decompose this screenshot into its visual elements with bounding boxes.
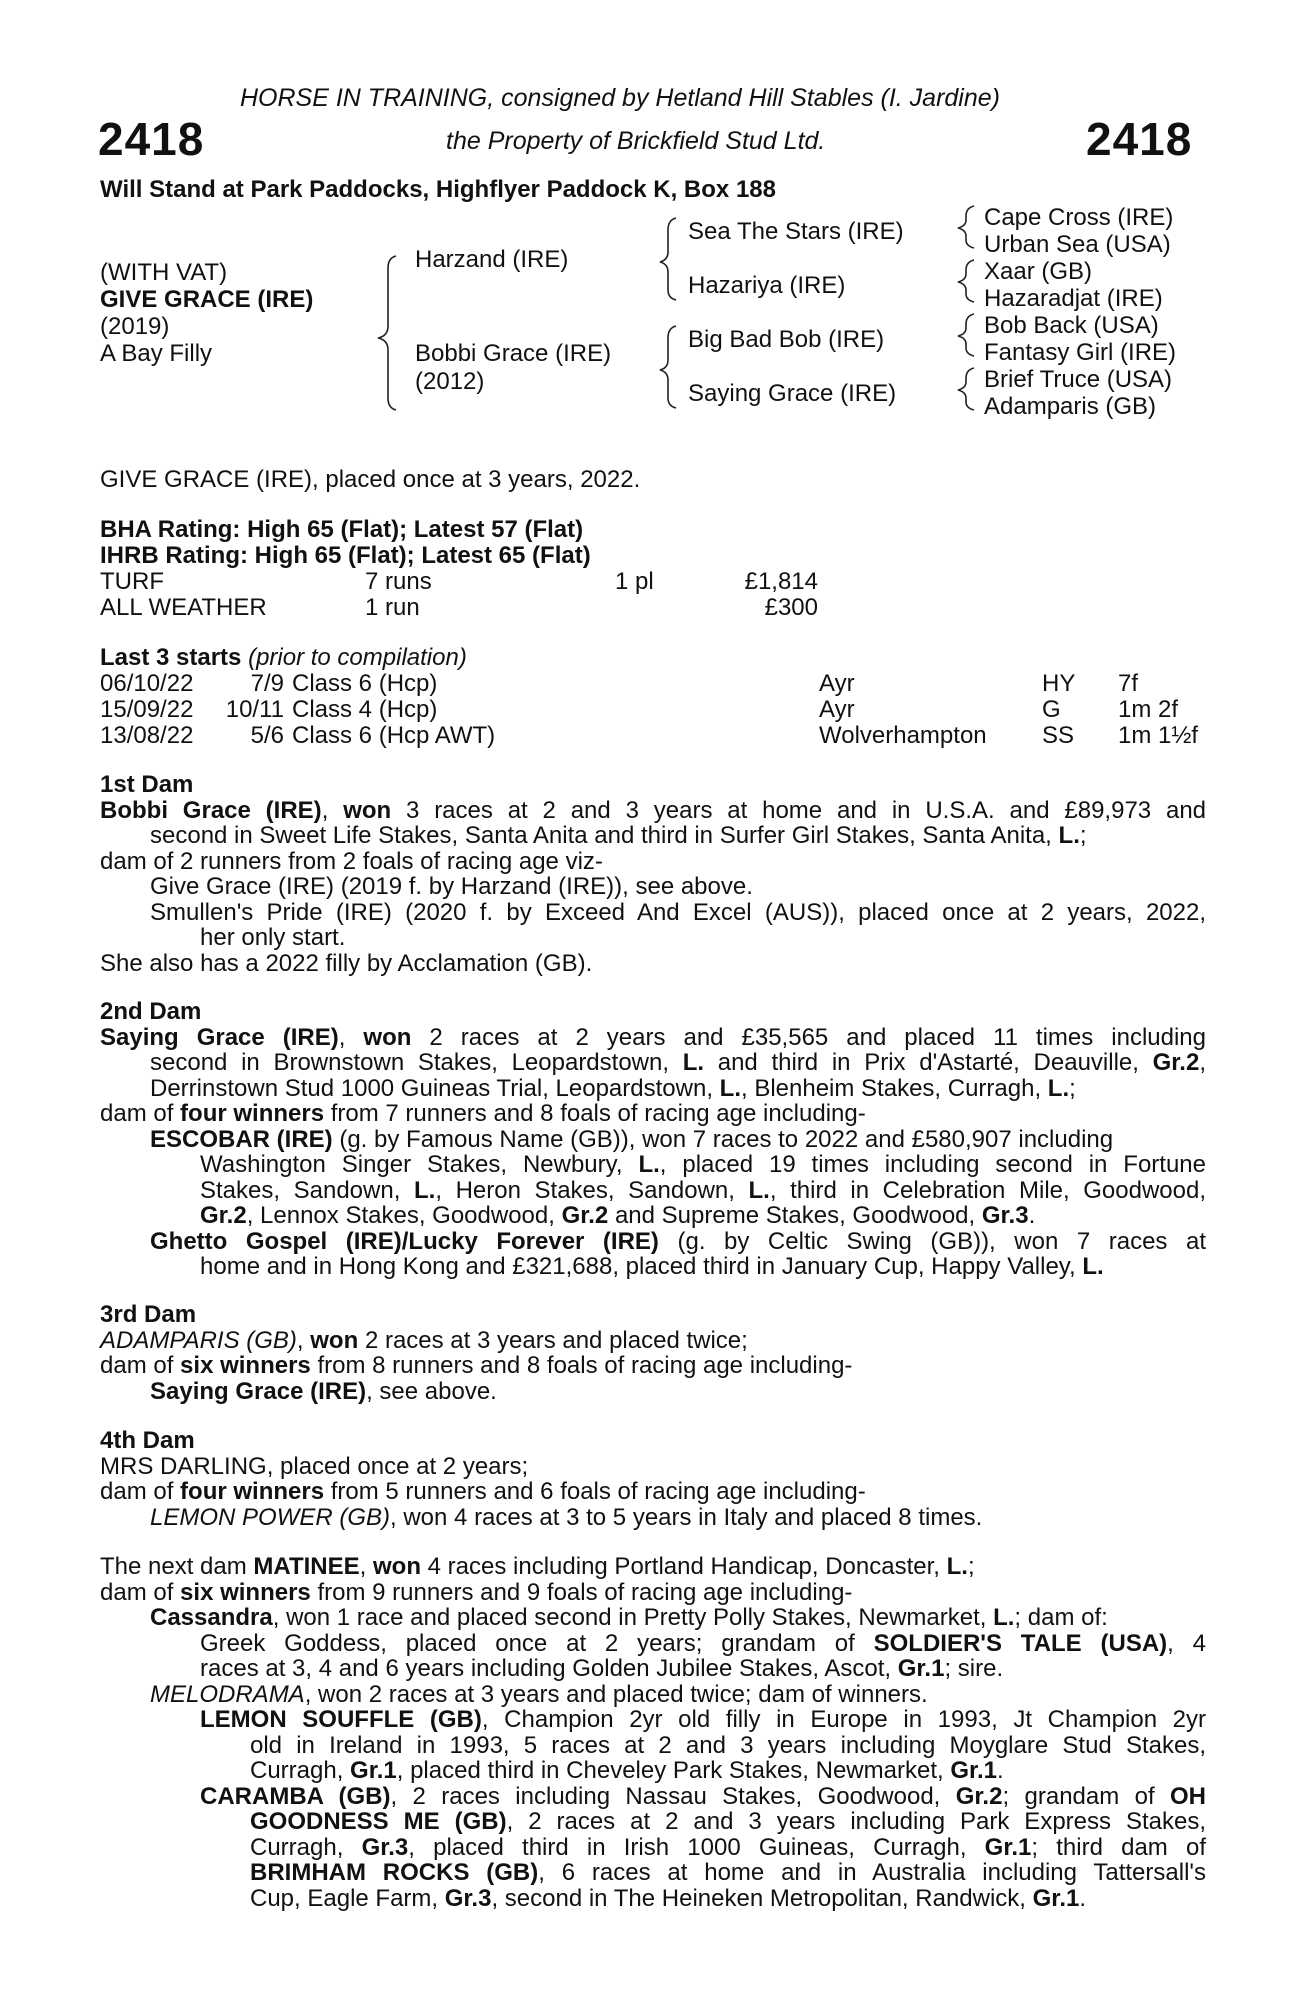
great-grandparent-3: Xaar (GB)	[984, 258, 1093, 285]
grandparent-1: Sea The Stars (IRE)	[688, 218, 904, 245]
text: ; sire.	[944, 1655, 1004, 1682]
summary-line: GIVE GRACE (IRE), placed once at 3 years, 2022.	[100, 466, 641, 493]
text: 2 races at 3 years and placed twice;	[364, 1326, 748, 1354]
start-course: Wolverhampton	[819, 722, 987, 749]
start-date: 13/08/22	[100, 722, 194, 749]
text: , won 1 race and placed second in Pretty Polly Stakes, Newmarket,	[272, 1604, 987, 1631]
progeny-line	[100, 1809, 1206, 1835]
start-going: SS	[1042, 722, 1075, 749]
text: ; third dam of	[1031, 1833, 1206, 1861]
start-distance: 1m 2f	[1118, 696, 1179, 723]
text: , won 4 races at 3 to 5 years in Italy and placed 8 times.	[390, 1503, 983, 1531]
last-starts-note: (prior to compilation)	[248, 644, 467, 671]
progeny-name: Saying Grace (IRE)	[150, 1377, 367, 1405]
text: and third in Prix d'Astarté, Deauville,	[717, 1049, 1139, 1076]
sire-name: Harzand (IRE)	[415, 246, 569, 273]
text: , Heron Stakes, Sandown,	[435, 1176, 735, 1204]
fourth-dam-line	[100, 1479, 1206, 1505]
winners-count: four winners	[180, 1100, 325, 1127]
progeny-name: LEMON POWER (GB)	[150, 1503, 391, 1531]
consignor-line: HORSE IN TRAINING, consigned by Hetland Hill Stables (I. Jardine)	[240, 84, 1000, 112]
last-starts-heading	[100, 644, 467, 672]
group-mark: Gr.3	[981, 1202, 1029, 1229]
winners-count: four winners	[180, 1478, 325, 1505]
text: second in Sweet Life Stakes, Santa Anita and third in Surfer Girl Stakes, Santa Anita,	[150, 822, 1052, 849]
group-mark: Gr.3	[444, 1884, 492, 1912]
second-dam-section	[100, 999, 1206, 1280]
second-dam-line	[100, 1101, 1206, 1127]
progeny-line	[100, 1178, 1206, 1204]
progeny-line	[100, 1656, 1206, 1682]
text: .	[997, 1757, 1004, 1784]
dam-name: Bobbi Grace (IRE)	[415, 340, 612, 367]
start-class: Class 6 (Hcp AWT)	[292, 722, 496, 749]
horse-year: (2019)	[100, 313, 170, 340]
text: .	[1079, 1884, 1087, 1912]
text: from 9 runners and 9 foals of racing age including-	[317, 1578, 853, 1606]
text: from 8 runners and 8 foals of racing age including-	[317, 1352, 853, 1379]
text: races at 3, 4 and 6 years including Golden Jubilee Stakes, Ascot,	[200, 1655, 892, 1682]
text: and Supreme Stakes, Goodwood,	[614, 1202, 976, 1229]
start-position: 10/11	[225, 696, 284, 723]
start-date: 15/09/22	[100, 696, 194, 723]
start-position: 7/9	[250, 670, 284, 697]
progeny-line	[100, 1127, 1206, 1153]
record-placed: 1 pl	[615, 568, 654, 595]
text: Greek Goddess, placed once at 2 years; grandam of	[200, 1629, 855, 1657]
property-line: the Property of Brickfield Stud Ltd.	[446, 127, 826, 155]
third-dam-section	[100, 1302, 1206, 1404]
listed-mark: L.	[413, 1176, 436, 1204]
progeny-line	[100, 1505, 1206, 1531]
text: from 5 runners and 6 foals of racing age including-	[330, 1478, 866, 1505]
first-dam-heading: 1st Dam	[100, 771, 194, 798]
progeny-line	[100, 1835, 1206, 1861]
won-word: won	[310, 1326, 359, 1354]
won-word: won	[343, 796, 392, 824]
second-dam-heading: 2nd Dam	[100, 998, 202, 1025]
won-word: won	[372, 1553, 421, 1580]
text: ;	[1069, 1074, 1076, 1102]
text: home and in Hong Kong and £321,688, placed third in January Cup, Happy Valley,	[200, 1253, 1076, 1280]
start-position: 5/6	[250, 722, 284, 749]
next-dam-section	[100, 1554, 1206, 1911]
first-dam-line: She also has a 2022 filly by Acclamation (GB).	[100, 949, 593, 977]
start-class: Class 6 (Hcp)	[292, 670, 438, 697]
fourth-dam-section	[100, 1428, 1206, 1530]
great-grandparent-4: Hazaradjat (IRE)	[984, 285, 1163, 312]
first-dam-line: dam of 2 runners from 2 foals of racing age viz-	[100, 847, 603, 875]
progeny-line	[100, 1203, 1206, 1229]
start-going: G	[1042, 696, 1061, 723]
start-distance: 1m 1½f	[1118, 722, 1199, 749]
start-class: Class 4 (Hcp)	[292, 696, 438, 723]
start-date: 06/10/22	[100, 670, 194, 697]
listed-mark: L.	[1082, 1253, 1104, 1280]
progeny-name: GOODNESS ME (GB)	[250, 1808, 507, 1835]
group-mark: Gr.1	[350, 1757, 397, 1784]
text: ;	[1079, 822, 1087, 849]
second-dam-line: Saying Grace (IRE), won 2 races at 2 years and £35,565 and placed 11 times including	[100, 1023, 1206, 1051]
text: 3 races at 2 and 3 years at home and in U.S.A. and £89,973 and	[406, 796, 1207, 824]
text: , 4	[1167, 1629, 1206, 1657]
listed-mark: L.	[946, 1553, 968, 1580]
text: ; grandam of	[1002, 1782, 1155, 1810]
text: Curragh,	[250, 1833, 344, 1861]
text: Washington Singer Stakes, Newbury,	[200, 1151, 623, 1178]
great-grandparent-1: Cape Cross (IRE)	[984, 204, 1174, 231]
record-surface: TURF	[100, 568, 164, 595]
text: , Lennox Stakes, Goodwood,	[246, 1202, 555, 1229]
winners-count: six winners	[180, 1578, 311, 1606]
listed-mark: L.	[1047, 1074, 1070, 1102]
progeny-name: CARAMBA (GB)	[200, 1782, 391, 1810]
progeny-name: LEMON SOUFFLE (GB)	[200, 1706, 482, 1733]
text: , Blenheim Stakes, Curragh,	[740, 1074, 1042, 1102]
text: .	[1028, 1202, 1036, 1229]
group-mark: Gr.1	[1032, 1884, 1080, 1912]
progeny-name: BRIMHAM ROCKS (GB)	[250, 1859, 539, 1886]
progeny-line	[100, 1682, 1206, 1708]
text: , see above.	[366, 1377, 497, 1405]
progeny-line: Smullen's Pride (IRE) (2020 f. by Exceed And Excel (AUS)), placed once at 2 years, 2022,	[150, 898, 1206, 926]
vat-note: (WITH VAT)	[100, 259, 228, 286]
winners-count: six winners	[180, 1352, 311, 1379]
progeny-line	[100, 1254, 1206, 1280]
group-mark: Gr.1	[950, 1757, 998, 1784]
start-course: Ayr	[819, 670, 855, 697]
dam-year: (2012)	[415, 368, 485, 395]
text: 4 races including Portland Handicap, Doncaster,	[427, 1553, 940, 1580]
first-dam-section	[100, 772, 1206, 976]
great-grandparent-8: Adamparis (GB)	[984, 393, 1157, 420]
listed-mark: L.	[719, 1074, 741, 1102]
next-dam-line: The next dam MATINEE, won 4 races including Portland Handicap, Doncaster, L.;	[100, 1553, 975, 1580]
first-dam-line: Bobbi Grace (IRE), won 3 races at 2 and 3 years at home and in U.S.A. and £89,973 and	[100, 796, 1207, 824]
progeny-line	[100, 1707, 1206, 1733]
text: Derrinstown Stud 1000 Guineas Trial, Leopardstown,	[150, 1074, 713, 1102]
fourth-dam-line: MRS DARLING, placed once at 2 years;	[100, 1452, 529, 1480]
text: Curragh,	[250, 1757, 344, 1784]
record-earnings: £300	[764, 594, 818, 621]
progeny-name: SOLDIER'S TALE (USA)	[873, 1629, 1168, 1657]
group-mark: Gr.2	[955, 1782, 1003, 1810]
text: ;	[967, 1553, 975, 1580]
horse-description: A Bay Filly	[100, 340, 213, 367]
progeny-line	[100, 1886, 1206, 1912]
second-dam-line	[100, 1076, 1206, 1102]
progeny-line: old in Ireland in 1993, 5 races at 2 and 3 years including Moyglare Stud Stakes,	[250, 1731, 1206, 1759]
progeny-line	[100, 1152, 1206, 1178]
text: second in Brownstown Stakes, Leopardstown,	[150, 1049, 670, 1076]
text: (g. by Famous Name (GB)), won 7 races to 2022 and £580,907 including	[339, 1125, 1114, 1153]
text: dam of	[100, 1478, 174, 1505]
great-grandparent-6: Fantasy Girl (IRE)	[984, 339, 1177, 366]
progeny-line: her only start.	[200, 924, 346, 951]
start-going: HY	[1042, 670, 1076, 697]
fourth-dam-heading: 4th Dam	[100, 1427, 195, 1454]
great-grandparent-7: Brief Truce (USA)	[984, 366, 1173, 393]
text: , placed 19 times including second in Fortune	[659, 1151, 1206, 1178]
great-grandparent-2: Urban Sea (USA)	[984, 231, 1171, 258]
progeny-name: OH	[1170, 1782, 1207, 1810]
listed-mark: L.	[638, 1151, 660, 1178]
listed-mark: L.	[748, 1176, 770, 1204]
progeny-name: MELODRAMA	[150, 1680, 305, 1708]
grandparent-3: Big Bad Bob (IRE)	[688, 326, 885, 353]
text: , 6 races at home and in Australia including Tattersall's	[538, 1859, 1206, 1886]
third-dam-line: ADAMPARIS (GB), won 2 races at 3 years and placed twice;	[100, 1326, 748, 1354]
text: , placed third in Cheveley Park Stakes, Newmarket,	[396, 1757, 944, 1784]
third-dam-line	[100, 1353, 1206, 1379]
text: , second in The Heineken Metropolitan, Randwick,	[491, 1884, 1026, 1912]
location-line: Will Stand at Park Paddocks, Highflyer Paddock K, Box 188	[100, 176, 776, 203]
progeny-line	[100, 1784, 1206, 1810]
text: , won 2 races at 3 years and placed twice; dam of winners.	[304, 1680, 928, 1708]
third-dam-heading: 3rd Dam	[100, 1301, 197, 1328]
first-dam-line	[100, 823, 1206, 849]
text: , Champion 2yr old filly in Europe in 1993, Jt Champion 2yr	[481, 1706, 1207, 1733]
progeny-line	[100, 1229, 1206, 1255]
won-word: won	[363, 1023, 412, 1051]
progeny-name: ESCOBAR (IRE)	[150, 1125, 333, 1153]
text: , placed third in Irish 1000 Guineas, Curragh,	[408, 1833, 967, 1861]
text: dam of	[100, 1100, 174, 1127]
second-dam-line	[100, 1050, 1206, 1076]
listed-mark: L.	[993, 1604, 1015, 1631]
group-mark: Gr.2	[200, 1202, 247, 1229]
progeny-line	[100, 1631, 1206, 1657]
start-course: Ayr	[819, 696, 855, 723]
text: , third in Celebration Mile, Goodwood,	[769, 1176, 1207, 1204]
text: Stakes, Sandown,	[200, 1176, 401, 1204]
lot-number-left: 2418	[98, 113, 205, 165]
start-distance: 7f	[1118, 670, 1139, 697]
record-surface: ALL WEATHER	[100, 594, 267, 621]
grandparent-2: Hazariya (IRE)	[688, 272, 846, 299]
first-dam-name: Bobbi Grace (IRE)	[100, 796, 322, 824]
text: The next dam	[100, 1553, 247, 1580]
text: (g. by Celtic Swing (GB)), won 7 races at	[677, 1227, 1206, 1255]
listed-mark: L.	[682, 1049, 705, 1076]
grandparent-4: Saying Grace (IRE)	[688, 380, 897, 407]
text: dam of	[100, 1578, 174, 1606]
progeny-line	[100, 1379, 1206, 1405]
next-dam-name: MATINEE	[253, 1553, 360, 1580]
group-mark: Gr.2	[561, 1202, 609, 1229]
progeny-line	[100, 1860, 1206, 1886]
progeny-line: Give Grace (IRE) (2019 f. by Harzand (IRE)), see above.	[150, 873, 753, 900]
record-runs: 1 run	[365, 594, 420, 621]
progeny-line	[100, 1758, 1206, 1784]
text: dam of	[100, 1352, 174, 1379]
horse-name: GIVE GRACE (IRE)	[100, 286, 314, 313]
bha-rating: BHA Rating: High 65 (Flat); Latest 57 (Flat)	[100, 516, 584, 543]
ihrb-rating: IHRB Rating: High 65 (Flat); Latest 65 (Flat)	[100, 542, 591, 569]
group-mark: Gr.2	[1152, 1049, 1200, 1076]
text: ; dam of:	[1014, 1604, 1108, 1631]
group-mark: Gr.1	[897, 1655, 945, 1682]
great-grandparent-5: Bob Back (USA)	[984, 312, 1159, 339]
text: from 7 runners and 8 foals of racing age including-	[330, 1100, 866, 1127]
next-dam-line	[100, 1580, 1206, 1606]
lot-number-right: 2418	[1086, 113, 1193, 165]
record-runs: 7 runs	[365, 568, 432, 595]
record-earnings: £1,814	[744, 568, 818, 595]
progeny-line	[100, 1605, 1206, 1631]
text: , 2 races including Nassau Stakes, Goodwood,	[390, 1782, 941, 1810]
progeny-name: Cassandra	[150, 1604, 273, 1631]
third-dam-name: ADAMPARIS (GB)	[100, 1326, 297, 1354]
text: , 2 races at 2 and 3 years including Park Express Stakes,	[506, 1808, 1206, 1835]
second-dam-name: Saying Grace (IRE)	[100, 1023, 339, 1051]
progeny-name: Ghetto Gospel (IRE)/Lucky Forever (IRE)	[150, 1227, 659, 1255]
group-mark: Gr.3	[361, 1833, 409, 1861]
text: 2 races at 2 years and £35,565 and placed 11 times including	[429, 1023, 1206, 1051]
group-mark: Gr.1	[984, 1833, 1032, 1861]
text: ,	[1199, 1049, 1206, 1076]
text: Cup, Eagle Farm,	[250, 1884, 439, 1912]
last-starts-title: Last 3 starts	[100, 644, 242, 671]
listed-mark: L.	[1058, 822, 1080, 849]
